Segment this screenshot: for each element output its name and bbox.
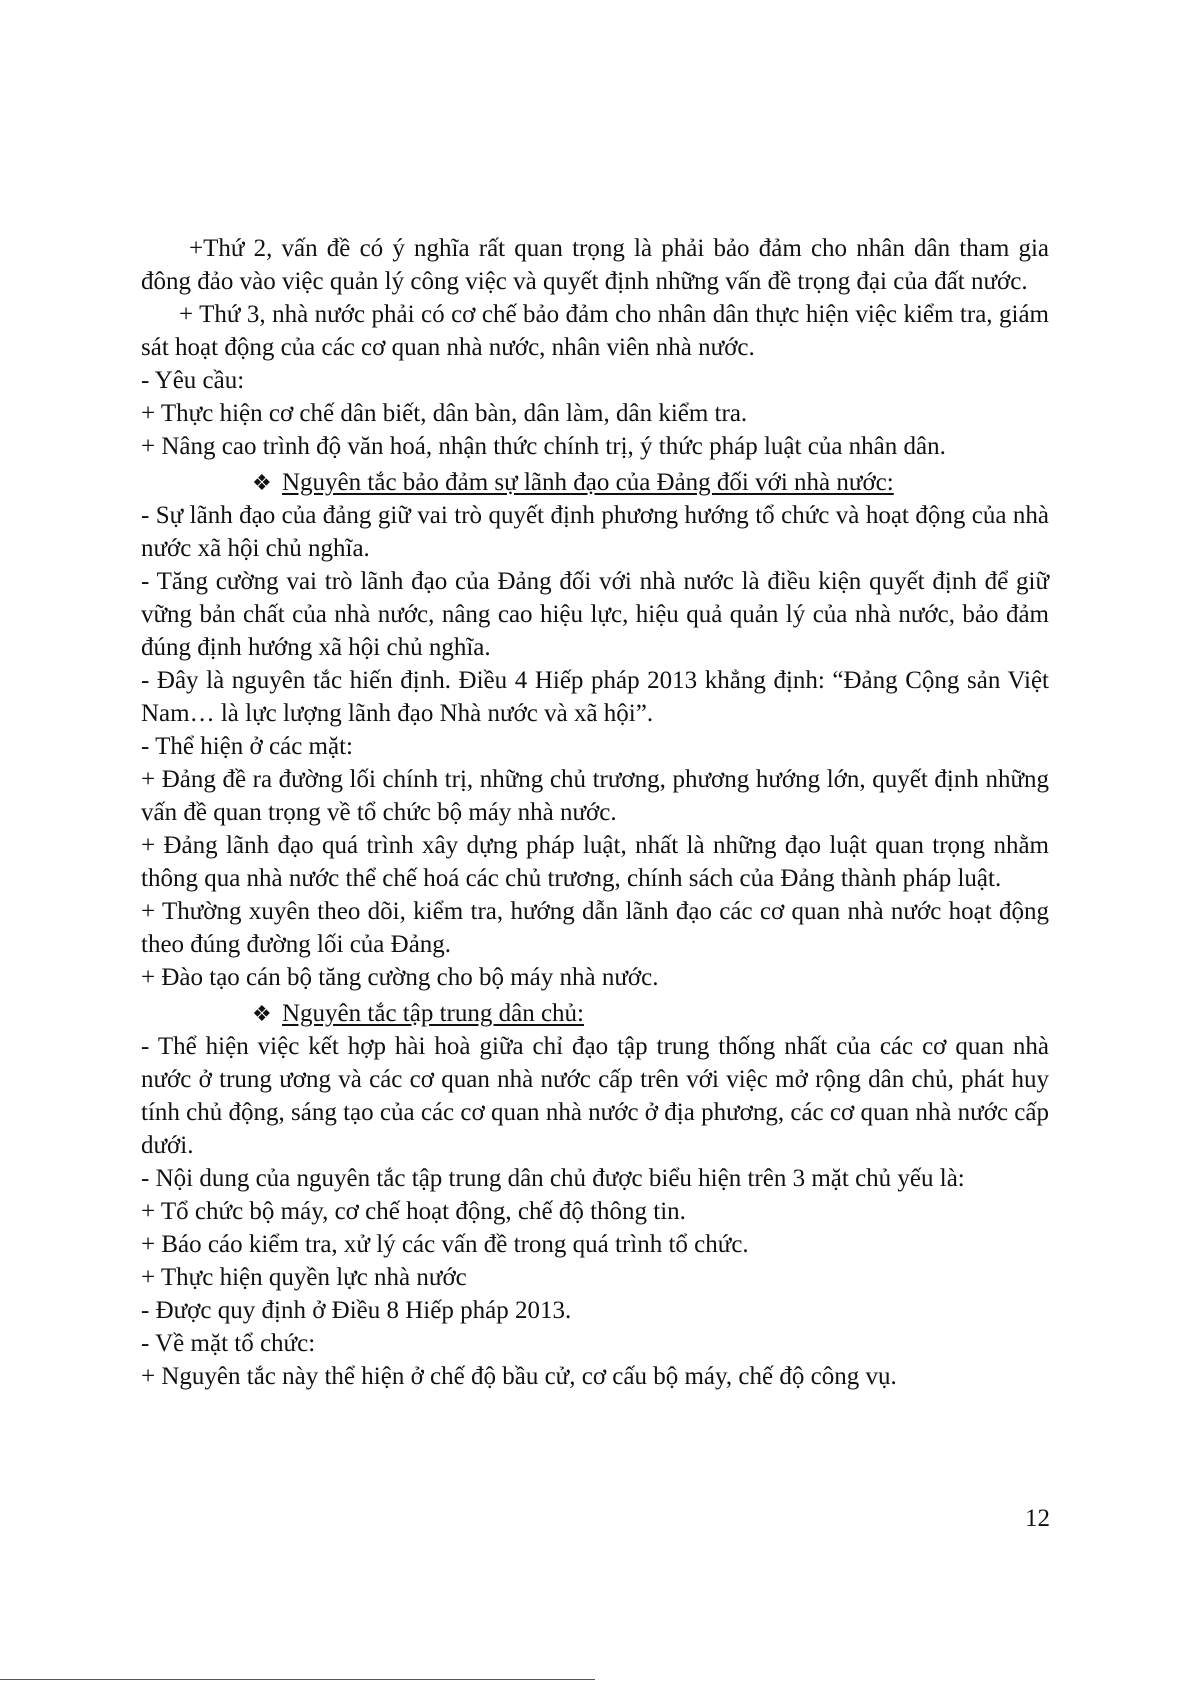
paragraph: + Đào tạo cán bộ tăng cường cho bộ máy nhà nước.: [141, 964, 659, 991]
paragraph: + Nguyên tắc này thể hiện ở chế độ bầu cử, cơ cấu bộ máy, chế độ công vụ.: [141, 1363, 897, 1390]
paragraph: - Đây là nguyên tắc hiến định. Điều 4 Hiếp pháp 2013 khẳng định: “Đảng Cộng sản Việt Nam… là lực lượng lãnh đạo Nhà nước và xã hội”.: [141, 667, 1049, 727]
paragraph: - Nội dung của nguyên tắc tập trung dân chủ được biểu hiện trên 3 mặt chủ yếu là:: [141, 1165, 965, 1192]
paragraph: + Đảng đề ra đường lối chính trị, những chủ trương, phương hướng lớn, quyết định những vấn đề quan trọng về tổ chức bộ máy nhà nước.: [141, 766, 1049, 826]
section-heading-party-leadership: [141, 467, 1049, 499]
paragraph: + Thực hiện cơ chế dân biết, dân bàn, dân làm, dân kiểm tra.: [141, 400, 748, 427]
diamond-bullet-icon: ❖: [252, 1001, 272, 1026]
paragraph: + Thứ 3, nhà nước phải có cơ chế bảo đảm cho nhân dân thực hiện việc kiểm tra, giám sát hoạt động của các cơ quan nhà nước, nhân viên nhà nước.: [141, 301, 1049, 361]
paragraph: + Báo cáo kiểm tra, xử lý các vấn đề trong quá trình tổ chức.: [141, 1231, 749, 1258]
paragraph: - Thể hiện ở các mặt:: [141, 733, 353, 760]
footer-divider: [0, 1679, 595, 1680]
section-heading-text: Nguyên tắc tập trung dân chủ:: [282, 1000, 584, 1027]
paragraph: + Đảng lãnh đạo quá trình xây dựng pháp luật, nhất là những đạo luật quan trọng nhằm thông qua nhà nước thể chế hoá các chủ trương, chính sách của Đảng thành pháp luật.: [141, 832, 1049, 892]
section-heading-text: Nguyên tắc bảo đảm sự lãnh đạo của Đảng đối với nhà nước:: [282, 469, 894, 496]
page-number: 12: [1025, 1505, 1050, 1532]
paragraph: - Sự lãnh đạo của đảng giữ vai trò quyết định phương hướng tổ chức và hoạt động của nhà nước xã hội chủ nghĩa.: [141, 502, 1049, 562]
paragraph: + Thực hiện quyền lực nhà nước: [141, 1264, 467, 1291]
section-heading-democratic-centralism: [141, 998, 1049, 1030]
paragraph: + Thường xuyên theo dõi, kiểm tra, hướng dẫn lãnh đạo các cơ quan nhà nước hoạt động theo đúng đường lối của Đảng.: [141, 898, 1049, 958]
page-body: [141, 232, 1049, 1393]
paragraph: - Được quy định ở Điều 8 Hiếp pháp 2013.: [141, 1297, 572, 1324]
paragraph: - Tăng cường vai trò lãnh đạo của Đảng đối với nhà nước là điều kiện quyết định để giữ vững bản chất của nhà nước, nâng cao hiệu lực, hiệu quả quản lý của nhà nước, bảo đảm đúng định hướng xã hội chủ nghĩa.: [141, 568, 1049, 661]
diamond-bullet-icon: ❖: [252, 470, 272, 495]
paragraph: - Yêu cầu:: [141, 367, 245, 394]
paragraph: + Tổ chức bộ máy, cơ chế hoạt động, chế độ thông tin.: [141, 1198, 686, 1225]
paragraph: - Về mặt tổ chức:: [141, 1330, 316, 1357]
paragraph: +Thứ 2, vấn đề có ý nghĩa rất quan trọng là phải bảo đảm cho nhân dân tham gia đông đảo vào việc quản lý công việc và quyết định những vấn đề trọng đại của đất nước.: [141, 235, 1049, 295]
paragraph: + Nâng cao trình độ văn hoá, nhận thức chính trị, ý thức pháp luật của nhân dân.: [141, 433, 946, 460]
paragraph: - Thể hiện việc kết hợp hài hoà giữa chỉ đạo tập trung thống nhất của các cơ quan nhà nước ở trung ương và các cơ quan nhà nước cấp trên với việc mở rộng dân chủ, phát huy tính chủ động, sáng tạo của các cơ quan nhà nước ở địa phương, các cơ quan nhà nước cấp dưới.: [141, 1033, 1049, 1159]
